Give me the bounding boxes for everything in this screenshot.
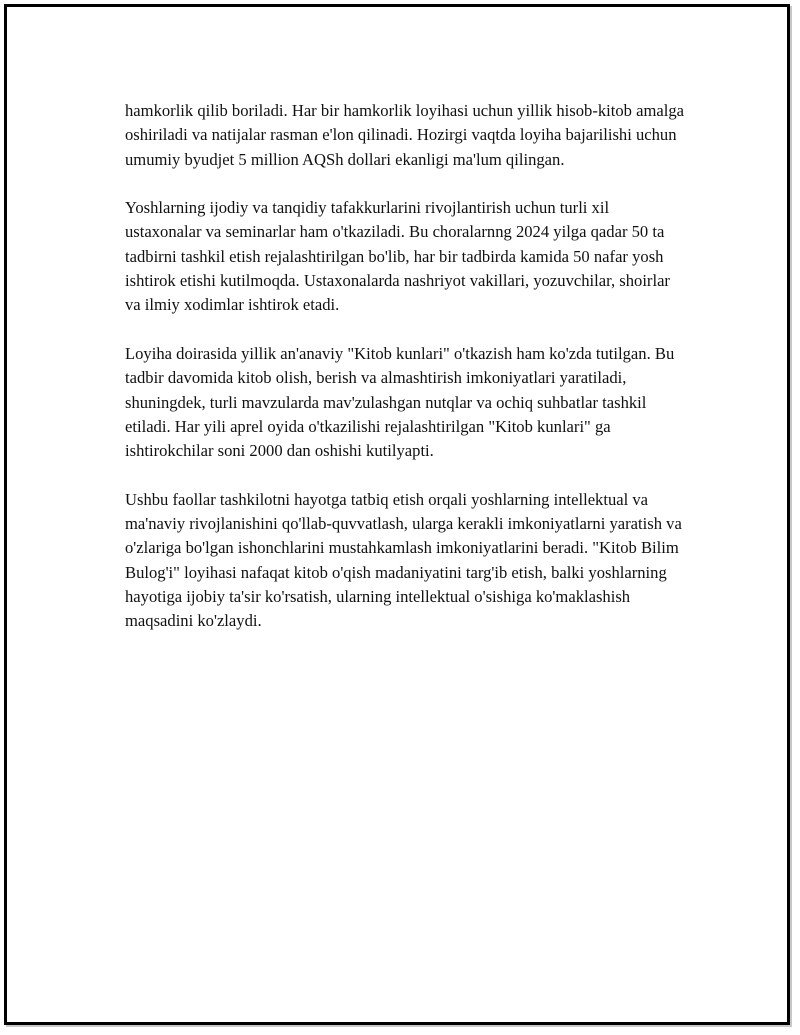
page-frame xyxy=(4,4,790,1025)
paragraph-project-partnership-budget: hamkorlik qilib boriladi. Har bir hamkorlik loyihasi uchun yillik hisob-kitob amalga oshiriladi va natijalar rasman e'lon qilinadi. Hozirgi vaqtda loyiha bajarilishi uchun umumiy byudjet 5 million AQSh dollari ekanligi ma'lum qilingan. xyxy=(125,101,685,169)
document-body xyxy=(125,99,685,658)
paragraph-project-goals: Ushbu faollar tashkilotni hayotga tatbiq etish orqali yoshlarning intellektual va ma'naviy rivojlanishini qo'llab-quvvatlash, ularga kerakli imkoniyatlarni yaratish va o'zlariga bo'lgan ishonchlarini mustahkamlash imkoniyatlarini beradi. "Kitob Bilim Bulog'i" loyihasi nafaqat kitob o'qish madaniyatini targ'ib etish, balki yoshlarning hayotiga ijobiy ta'sir ko'rsatish, ularning intellektual o'sishiga ko'maklashish maqsadini ko'zlaydi. xyxy=(125,489,682,631)
paragraph-book-days: Loyiha doirasida yillik an'anaviy "Kitob kunlari" o'tkazish ham ko'zda tutilgan. Bu tadbir davomida kitob olish, berish va almashtirish imkoniyatlari yaratiladi, shuningdek, turli mavzularda mav'zulashgan nutqlar va ochiq suhbatlar tashkil etiladi. Har yili aprel oyida o'tkazilishi rejalashtirilgan "Kitob kunlari" ga ishtirokchilar soni 2000 dan oshishi kutilyapti. xyxy=(125,343,675,461)
paragraph-workshops-seminars: Yoshlarning ijodiy va tanqidiy tafakkurlarini rivojlantirish uchun turli xil ustaxonalar va seminarlar ham o'tkaziladi. Bu choralarnng 2024 yilga qadar 50 ta tadbirni tashkil etish rejalashtirilgan bo'lib, har bir tadbirda kamida 50 nafar yosh ishtirok etishi kutilmoqda. Ustaxonalarda nashriyot vakillari, yozuvchilar, shoirlar va ilmiy xodimlar ishtirok etadi. xyxy=(125,198,670,315)
